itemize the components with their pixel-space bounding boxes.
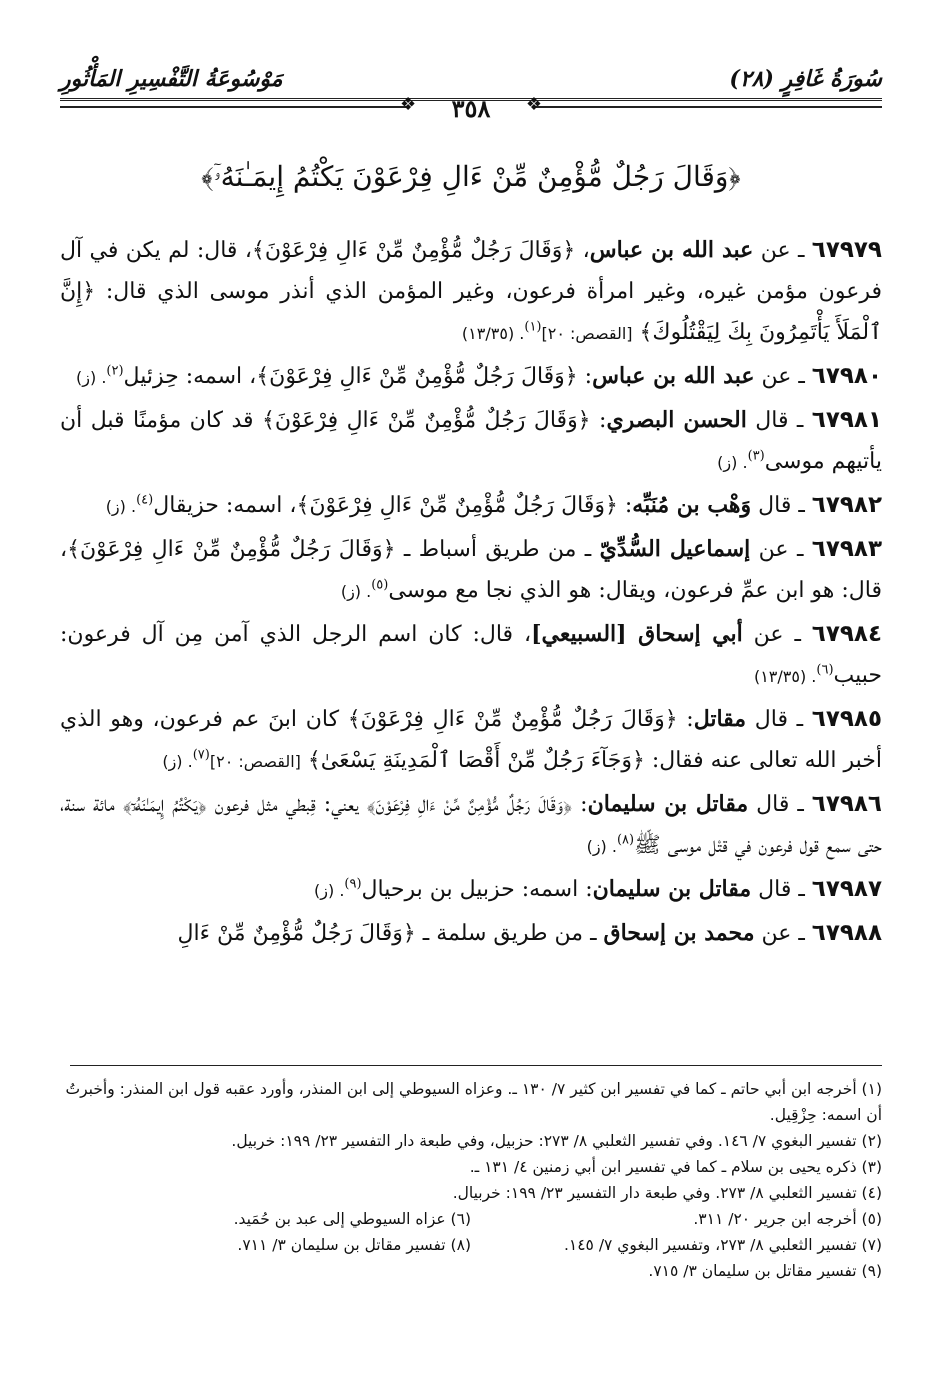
entry-number: ٦٧٩٨٧	[811, 876, 882, 902]
surah-label: سُورَةُ غَافِرٍ (٢٨)	[729, 66, 882, 92]
page-number-row	[60, 94, 882, 124]
entry-source: مقاتل	[693, 706, 747, 732]
entry-source: محمد بن إسحاق	[603, 920, 755, 946]
entry-source: مقاتل بن سليمان	[587, 791, 749, 817]
page-number: ٣٥٨	[451, 94, 491, 123]
entry-number: ٦٧٩٨٥	[811, 706, 882, 732]
entry	[60, 485, 882, 527]
footnote-2: (٢) تفسير البغوي ٧/ ١٤٦. وفي تفسير الثعلبي ٨/ ٢٧٣: حزبيل، وفي طبعة دار التفسير ٢٣/ ١٩٩: خربيل.	[231, 1132, 882, 1150]
entry-text: ، ﴿وَقَالَ رَجُلٌ مُّؤْمِنٌ مِّنْ ءَالِ فِرْعَوْنَ﴾، قال: لم يكن في آل فرعون مؤمن غيره، وغير امرأة فرعون، وغير المؤمن الذي أنذر موسى الذي قال: ﴿إِنَّ ٱلْمَلَأَ يَأْتَمِرُونَ بِكَ لِيَقْتُلُوكَ﴾	[60, 238, 882, 345]
quran-citation: [القصص: ٢٠]	[541, 324, 633, 343]
entry-text: ـ من طريق سلمة ـ ﴿وَقَالَ رَجُلٌ مُّؤْمِنٌ مِّنْ ءَالِ	[177, 921, 604, 946]
quran-citation: [القصص: ٢٠]	[209, 752, 301, 771]
entry	[60, 356, 882, 398]
footnote-6: (٦) عزاه السيوطي إلى عبد بن حُمَيد.	[233, 1210, 471, 1228]
footnote-1: (١) أخرجه ابن أبي حاتم ـ كما في تفسير ابن كثير ٧/ ١٣٠ ـ. وعزاه السيوطي إلى ابن المنذر، وأورد عقبه قول ابن المنذر: وأخبرتُ أن اسمه: حِزْقِيل.	[65, 1080, 882, 1124]
entry-lead: ـ قال	[751, 877, 812, 902]
footnote-marker: (٨)	[616, 832, 635, 848]
entry-text: : ﴿وَقَالَ رَجُلٌ مُّؤْمِنٌ مِّنْ ءَالِ فِرْعَوْنَ﴾ كان ابنَ عم فرعون، وهو الذي أخبر الله تعالى عنه فقال: ﴿وَجَآءَ رَجُلٌ مِّنْ أَقْصَا ٱلْمَدِينَةِ يَسْعَىٰ﴾	[60, 707, 882, 773]
entry-lead: ـ عن	[742, 622, 812, 647]
entry-number: ٦٧٩٨٨	[811, 920, 882, 946]
footnote-5: (٥) أخرجه ابن جرير ٢٠/ ٣١١.	[693, 1210, 882, 1228]
ornament-right-icon: ❖	[525, 94, 542, 115]
entry-lead: ـ قال	[748, 792, 812, 817]
footnote-3: (٣) ذكره يحيى بن سلام ـ كما في تفسير ابن أبي زمنين ٤/ ١٣١ ـ.	[469, 1158, 882, 1176]
entry-source: وَهْب بن مُنَبِّه	[632, 492, 752, 518]
footnote-8: (٨) تفسير مقاتل بن سليمان ٣/ ٧١١.	[237, 1236, 471, 1254]
verse-heading: ﴿وَقَالَ رَجُلٌ مُّؤْمِنٌ مِّنْ ءَالِ فِرْعَوْنَ يَكْتُمُ إِيمَـٰنَهُۥٓ﴾	[201, 160, 741, 193]
entry-tail: . (ز)	[162, 752, 193, 771]
entry	[60, 529, 882, 612]
entry	[60, 784, 882, 867]
entry	[60, 400, 882, 483]
entry-lead: ـ قال	[746, 408, 812, 433]
entry	[60, 913, 882, 954]
entry-number: ٦٧٩٨٦	[811, 791, 882, 817]
entry-tail: . (ز)	[105, 497, 137, 516]
footnote-marker: (٧)	[192, 747, 210, 763]
entry-tail: . (ز)	[76, 368, 107, 387]
entry-lead: ـ عن	[754, 921, 812, 946]
entry-source: عبد الله بن عباس	[589, 237, 754, 263]
entry-number: ٦٧٩٨١	[811, 407, 882, 433]
entry-text: : اسمه: حزبيل بن برحيال	[361, 877, 593, 902]
entry-text: : ﴿وَقَالَ رَجُلٌ مُّؤْمِنٌ مِّنْ ءَالِ فِرْعَوْنَ﴾، اسمه: حِزئيل	[123, 364, 593, 389]
footnote-9: (٩) تفسير مقاتل بن سليمان ٣/ ٧١٥.	[648, 1262, 882, 1280]
entry-lead: ـ قال	[751, 493, 812, 518]
entry-source: عبد الله بن عباس	[592, 363, 755, 389]
footnote-row	[60, 1206, 882, 1232]
entry	[60, 614, 882, 697]
entry-text: : ﴿وَقَالَ رَجُلٌ مُّؤْمِنٌ مِّنْ ءَالِ فِرْعَوْنَ﴾ يعني: قِبطي مثل فرعون ﴿يَكْتُمُ إِيمَـٰنَهُۥٓ﴾ مائة سنة، حتى سمع قول فرعون في قتْل موسى ﷺ	[60, 792, 882, 858]
entry-source: إسماعيل السُّدِّيّ	[599, 536, 751, 562]
footnote-row	[60, 1232, 882, 1258]
entry	[60, 869, 882, 911]
book-title: مَوْسُوعَةُ التَّفْسِيرِ المَأْثُورِ	[60, 66, 283, 92]
entries-body	[60, 230, 882, 956]
entry-lead: ـ قال	[746, 707, 812, 732]
entry-lead: ـ عن	[750, 537, 812, 562]
entry-number: ٦٧٩٨٢	[811, 492, 882, 518]
footnote-marker: (٩)	[344, 876, 362, 892]
entry-number: ٦٧٩٨٤	[811, 621, 882, 647]
footnote-4: (٤) تفسير الثعلبي ٨/ ٢٧٣. وفي طبعة دار التفسير ٢٣/ ١٩٩: خربيال.	[452, 1184, 882, 1202]
footnotes	[60, 1076, 882, 1284]
entry	[60, 230, 882, 354]
entry-tail: . (ز)	[340, 582, 372, 601]
entry	[60, 699, 882, 782]
entry-number: ٦٧٩٧٩	[811, 237, 882, 263]
footnote-marker: (٣)	[747, 448, 765, 464]
entry-text: : ﴿وَقَالَ رَجُلٌ مُّؤْمِنٌ مِّنْ ءَالِ فِرْعَوْنَ﴾ قد كان مؤمنًا قبل أن يأتيهم موسى	[60, 408, 882, 474]
entry-lead: ـ عن	[754, 364, 812, 389]
footnote-marker: (١)	[524, 319, 542, 335]
footnote-marker: (٥)	[371, 577, 389, 593]
footnote-marker: (٢)	[106, 363, 124, 379]
entry-text: ، قال: كان اسم الرجل الذي آمن مِن آل فرعون: حبيب	[60, 622, 882, 688]
entry-number: ٦٧٩٨٣	[811, 536, 882, 562]
entry-tail: . (ز)	[717, 453, 748, 472]
entry-source: مقاتل بن سليمان	[592, 876, 752, 902]
entry-source: أبي إسحاق [السبيعي]	[531, 621, 743, 647]
entry-text: : ﴿وَقَالَ رَجُلٌ مُّؤْمِنٌ مِّنْ ءَالِ فِرْعَوْنَ﴾، اسمه: حزيقال	[153, 493, 633, 518]
footnote-7: (٧) تفسير الثعلبي ٨/ ٢٧٣، وتفسير البغوي ٧/ ١٤٥.	[563, 1236, 882, 1254]
footnote-rule	[70, 1065, 882, 1066]
entry-tail: . (ز)	[314, 881, 345, 900]
ornament-left-icon: ❖	[400, 94, 417, 115]
entry-lead: ـ عن	[753, 238, 812, 263]
entry-number: ٦٧٩٨٠	[811, 363, 882, 389]
entry-tail: . (١٣/٣٥)	[753, 667, 817, 686]
footnote-marker: (٦)	[816, 662, 834, 678]
entry-text: ـ من طريق أسباط ـ ﴿وَقَالَ رَجُلٌ مُّؤْمِنٌ مِّنْ ءَالِ فِرْعَوْنَ﴾، قال: هو ابن عمِّ فرعون، ويقال: هو الذي نجا مع موسى	[60, 537, 882, 603]
footnote-marker: (٤)	[136, 492, 154, 508]
entry-source: الحسن البصري	[606, 407, 747, 433]
entry-tail: . (١٣/٣٥)	[461, 324, 525, 343]
entry-tail: . (ز)	[586, 837, 617, 856]
